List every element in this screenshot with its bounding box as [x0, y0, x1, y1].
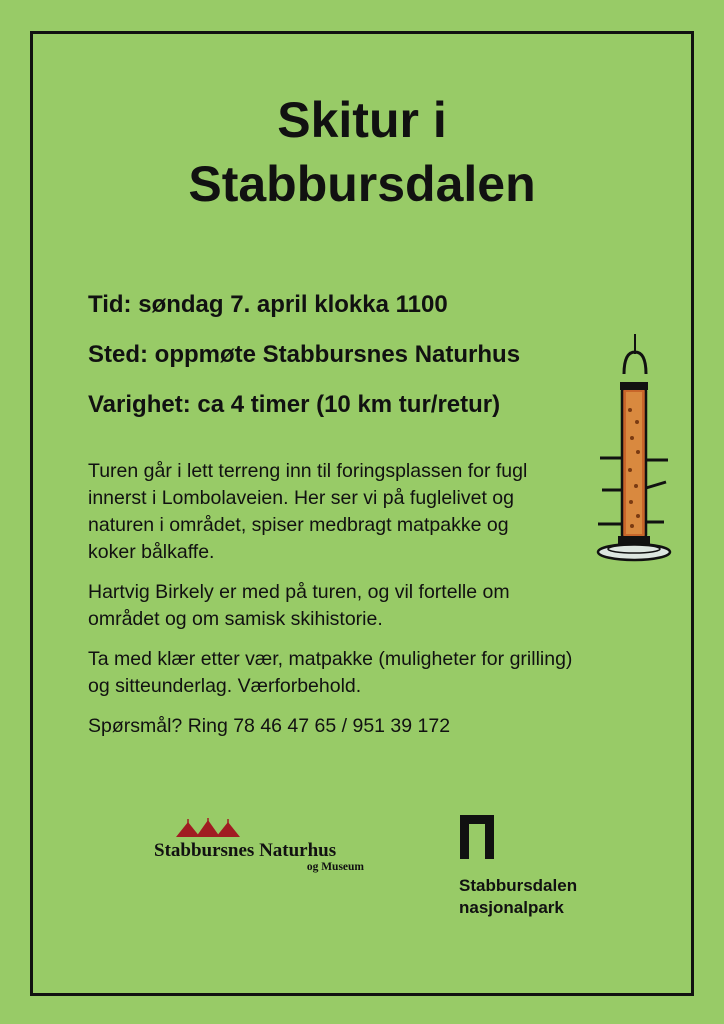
fact-time: Tid: søndag 7. april klokka 1100 — [88, 291, 448, 318]
nasjonalpark-logo — [459, 815, 629, 925]
park-name-line-1: Stabbursdalen — [459, 876, 578, 895]
description — [88, 458, 648, 753]
event-facts — [88, 290, 520, 420]
text-line: Ta med klær etter vær, matpakke (muligheter for grilling) — [88, 648, 573, 670]
title-line-2: Stabbursdalen — [188, 156, 536, 212]
paragraph-contact — [88, 713, 648, 740]
paragraph-bring — [88, 646, 648, 700]
fact-place: Sted: oppmøte Stabbursnes Naturhus — [88, 341, 521, 368]
text-line: og sitteunderlag. Værforbehold. — [88, 675, 362, 697]
arch-icon — [460, 815, 496, 859]
poster-title — [0, 88, 724, 216]
naturhus-sub: og Museum — [306, 861, 364, 873]
text-line: naturen i området, spiser medbragt matpakke og — [88, 514, 509, 536]
naturhus-logo — [154, 818, 364, 878]
text-line: innerst i Lombolaveien. Her ser vi på fuglelivet og — [88, 487, 514, 509]
text-line: området og om samisk skihistorie. — [88, 608, 383, 630]
text-line: koker bålkaffe. — [88, 541, 215, 563]
text-line: Hartvig Birkely er med på turen, og vil fortelle om — [88, 581, 510, 603]
text-line: Turen går i lett terreng inn til foringsplassen for fugl — [88, 460, 528, 482]
fact-duration: Varighet: ca 4 timer (10 km tur/retur) — [88, 391, 501, 418]
naturhus-name: Stabbursnes Naturhus — [154, 840, 337, 861]
bird-feeder-icon — [592, 330, 672, 570]
triple-triangle-icon — [174, 818, 244, 838]
paragraph-route — [88, 458, 648, 566]
text-line: Spørsmål? Ring 78 46 47 65 / 951 39 172 — [88, 715, 451, 737]
park-name-line-2: nasjonalpark — [459, 898, 564, 917]
title-line-1: Skitur i — [277, 92, 447, 148]
paragraph-guide — [88, 579, 648, 633]
